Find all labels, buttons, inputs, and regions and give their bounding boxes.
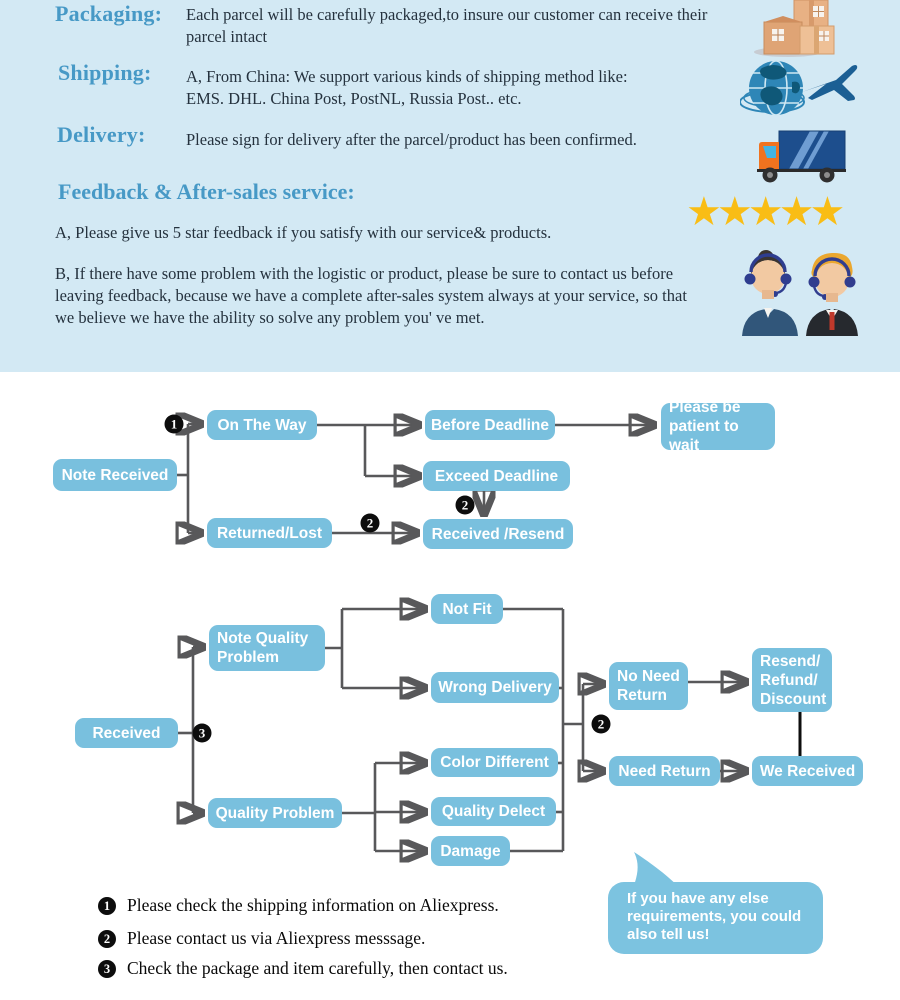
footnote-2-text: Please contact us via Aliexpress messsage. xyxy=(127,928,426,948)
footnote-1 xyxy=(98,895,499,916)
footnote-3-text: Check the package and item carefully, then contact us. xyxy=(127,958,508,978)
feedback-para-a: A, Please give us 5 star feedback if you satisfy with our service& products. xyxy=(55,223,552,242)
flow-node-quality-delect: Quality Delect xyxy=(431,797,556,826)
flow-node-need-return: Need Return xyxy=(609,756,720,786)
bubble-line-3: also tell us! xyxy=(627,926,710,943)
parcel-boxes-icon xyxy=(750,0,852,58)
speech-bubble xyxy=(608,882,823,954)
footnote-2-badge: 2 xyxy=(98,930,116,948)
flow-node-damage: Damage xyxy=(431,836,510,866)
badge-1-check-shipping: 1 xyxy=(165,415,184,434)
after-sales-flowchart xyxy=(0,372,900,1000)
bubble-line-1: If you have any else xyxy=(627,890,769,907)
five-stars-icon: ★★★★★ xyxy=(686,189,841,235)
shipping-line-2: EMS. DHL. China Post, PostNL, Russia Post.. etc. xyxy=(186,89,522,108)
flow-node-returned-lost: Returned/Lost xyxy=(207,518,332,548)
packaging-text: Each parcel will be carefully packaged,to insure our customer can receive their parcel intact xyxy=(186,5,708,46)
shipping-text xyxy=(186,66,746,110)
delivery-truck-icon xyxy=(752,126,852,184)
badge-2-contact-us: 2 xyxy=(592,715,611,734)
shipping-line-1: A, From China: We support various kinds of shipping method like: xyxy=(186,67,628,86)
badge-3-check-package: 3 xyxy=(193,724,212,743)
delivery-text: Please sign for delivery after the parcel/product has been confirmed. xyxy=(186,130,637,149)
delivery-label: Delivery: xyxy=(57,122,146,147)
customer-service-agents-icon xyxy=(736,246,866,336)
footnote-1-badge: 1 xyxy=(98,897,116,915)
flow-node-color-different: Color Different xyxy=(431,748,558,777)
flow-node-not-fit: Not Fit xyxy=(431,594,503,624)
bubble-line-2: requirements, you could xyxy=(627,908,802,925)
flow-node-please-wait: Please be patient to wait xyxy=(661,403,775,450)
globe-airplane-icon xyxy=(740,58,870,122)
footnote-2 xyxy=(98,928,425,949)
feedback-title: Feedback & After-sales service: xyxy=(58,179,355,204)
flow-node-received-resend: Received /Resend xyxy=(423,519,573,549)
flow-node-we-received: We Received xyxy=(752,756,863,786)
footnote-3-badge: 3 xyxy=(98,960,116,978)
packaging-label: Packaging: xyxy=(55,1,163,26)
footnote-1-text: Please check the shipping information on Aliexpress. xyxy=(127,895,499,915)
flow-node-resend-refund-discount: Resend/ Refund/ Discount xyxy=(752,648,832,712)
flow-node-exceed-deadline: Exceed Deadline xyxy=(423,461,570,491)
shipping-label: Shipping: xyxy=(58,60,152,85)
flow-node-on-the-way: On The Way xyxy=(207,410,317,440)
badge-2-contact-us: 2 xyxy=(361,514,380,533)
flow-node-received: Received xyxy=(75,718,178,748)
flow-node-note-received: Note Received xyxy=(53,459,177,491)
flow-node-note-quality-problem: Note Quality Problem xyxy=(209,625,325,671)
flow-node-no-need-return: No Need Return xyxy=(609,662,688,710)
seller-info-section xyxy=(0,0,900,372)
footnote-3 xyxy=(98,958,508,979)
flow-node-before-deadline: Before Deadline xyxy=(425,410,555,440)
feedback-para-b: B, If there have some problem with the logistic or product, please be sure to contact us before leaving feedback, because we have a complete after-sales system always at your service, so that we believe we have the ability so solve any problem you' ve met. xyxy=(55,264,687,327)
badge-2-contact-us: 2 xyxy=(456,496,475,515)
flow-node-quality-problem: Quality Problem xyxy=(208,798,342,828)
flow-node-wrong-delivery: Wrong Delivery xyxy=(431,672,559,703)
